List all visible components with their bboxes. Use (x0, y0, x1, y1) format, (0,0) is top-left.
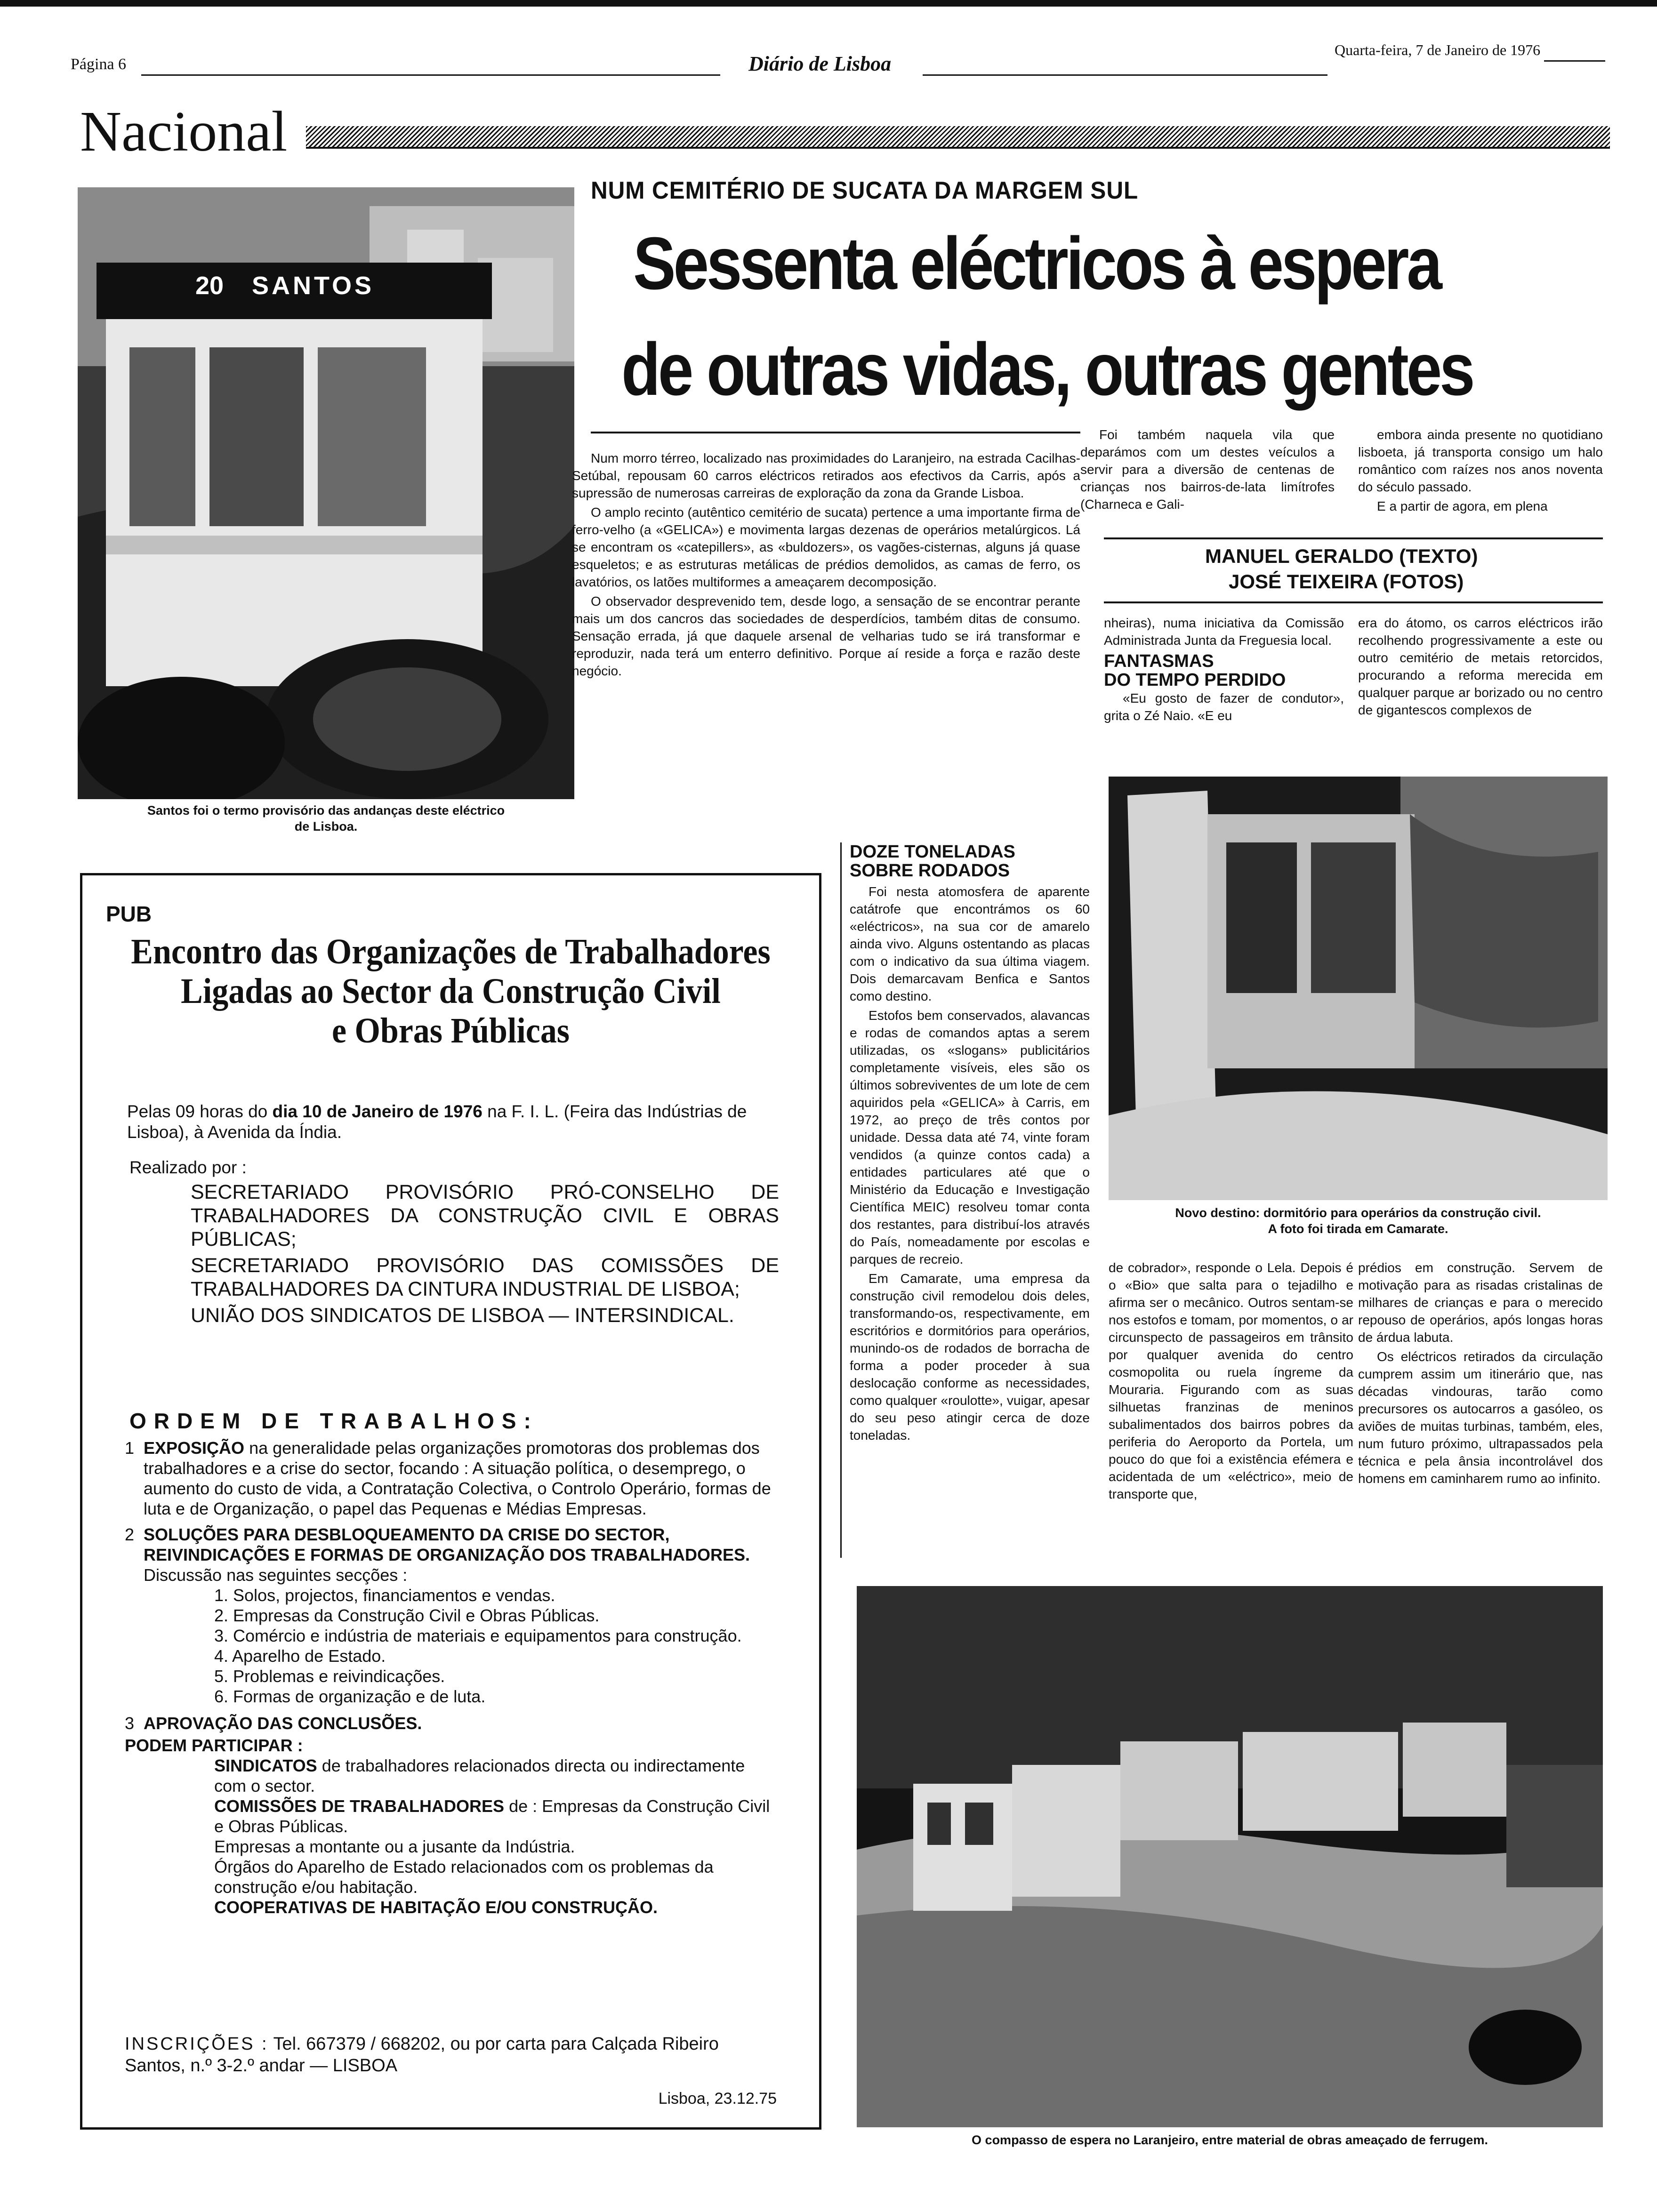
column-b-text: embora ainda presente no quotidiano lisboeta, já transporta consigo um halo romântico com raízes nos anos noventa do século passado. (1358, 427, 1603, 494)
ad-participant-1-title: SINDICATOS (214, 1756, 317, 1775)
ad-participant-2-line2: Empresas a montante ou a jusante da Indústria. (214, 1837, 575, 1856)
ad-item-3 (125, 1713, 781, 1733)
ad-seccoes-list (214, 1585, 781, 1707)
photo-laranjeiro (857, 1586, 1603, 2127)
subhead-doze-1: DOZE TONELADAS (850, 842, 1015, 862)
ad-participant-2 (214, 1796, 781, 1836)
caption-photo-santos-line1: Santos foi o termo provisório das andanças deste eléctrico (147, 803, 505, 817)
subhead-fantasmas-1: FANTASMAS (1104, 651, 1214, 671)
ad-organizer-1: SECRETARIADO PROVISÓRIO PRÓ-CONSELHO DE TRABALHADORES DA CONSTRUÇÃO CIVIL E OBRAS PÚBLICAS; (191, 1181, 779, 1250)
tram-route-number: 20 (195, 272, 224, 300)
subhead-fantasmas-2: DO TEMPO PERDIDO (1104, 670, 1286, 690)
ad-box (80, 873, 821, 2130)
column-d-text: era do átomo, os carros eléctricos irão recolhendo progressivamente a este ou outro cemitério de metais retorcidos, procurando a reforma merecida em qualquer parque ar borizado ou no centro de gigantescos complexos de (1358, 616, 1603, 717)
ad-item-1 (125, 1438, 781, 1519)
caption-photo-camarate-line2: A foto foi tirada em Camarate. (1268, 1222, 1448, 1236)
column-e (1109, 1259, 1353, 1505)
ad-discussao: Discussão nas seguintes secções : (144, 1565, 408, 1585)
ad-intro-pre: Pelas 09 horas do (127, 1102, 268, 1121)
ad-participant-1-text: de trabalhadores relacionados directa ou indirectamente com o sector. (214, 1756, 745, 1795)
masthead-rule-far-right (1544, 60, 1605, 62)
issue-date: Quarta-feira, 7 de Janeiro de 1976 (1335, 41, 1541, 58)
ad-item-2-num: 2 (125, 1525, 135, 1544)
lead-paragraph-3: O observador desprevenido tem, desde logo, a sensação de se encontrar perante mais um dos cancros das sociedades de desperdícios, também ditas de consumo. Sensação errada, já que daquele arsenal de velharias tudo se irá transformar e reproduzir, nada terá um enterro definitivo. Porque aí reside a força e razão deste negócio. (572, 594, 1080, 678)
ad-item-1-text: na generalidade pelas organizações promotoras dos problemas dos trabalhadores e a crise do sector, focando : A situação política, o desemprego, o aumento do custo de vida, a Contratação Colectiva, o Controlo Operário, formas de luta e de Organização, o papel das Pequenas e Médias Empresas. (144, 1438, 771, 1518)
ad-organizers (191, 1180, 779, 1327)
ad-title-line2: Ligadas ao Sector da Construção Civil (181, 971, 721, 1011)
masthead-rule-right (923, 74, 1327, 76)
ad-item-2 (125, 1524, 781, 1565)
ad-seccao: 6. Formas de organização e de luta. (214, 1687, 486, 1706)
doze-paragraph-2: Estofos bem conservados, alavancas e rodas de comandos aptas a serem utilizadas, os «slogans» publicitários completamente visíveis, eles são os últimos sobreviventes de um lote de cem aquiridos pela «GELICA» à Carris, em 1972, ao preço de três contos por unidade. Dessa data até 74, vinte foram vendidos (a quinze contos cada) a entidades particulares até que o Ministério da Educação e Investigação Científica MEIC) resolveu tomar conta dos restantes, para distribuí-los através do País, nomeadamente por escolas e parques de recreio. (850, 1008, 1090, 1266)
ad-participant-3: COOPERATIVAS DE HABITAÇÃO E/OU CONSTRUÇÃO. (214, 1898, 658, 1917)
ad-title-line3: e Obras Públicas (331, 1011, 570, 1050)
ad-seccao: 4. Aparelho de Estado. (214, 1646, 386, 1666)
ad-seccao: 5. Problemas e reivindicações. (214, 1667, 445, 1686)
doze-column-rule (840, 842, 842, 1558)
caption-photo-santos (78, 802, 574, 834)
caption-photo-camarate (1109, 1205, 1608, 1237)
ad-intro-post: na F. I. L. (Feira das Indústrias de Lisboa), à Avenida da Índia. (127, 1102, 747, 1142)
ad-seccao: 2. Empresas da Construção Civil e Obras Públicas. (214, 1606, 600, 1625)
ad-title (129, 932, 772, 1050)
ad-intro-date: dia 10 de Janeiro de 1976 (272, 1102, 483, 1121)
section-title: Nacional (80, 100, 288, 163)
column-c (1104, 614, 1344, 726)
ad-item-2-title: SOLUÇÕES PARA DESBLOQUEAMENTO DA CRISE DO SECTOR, REIVINDICAÇÕES E FORMAS DE ORGANIZAÇÃO DOS TRABALHADORES. (144, 1525, 750, 1564)
ad-participant-2-title: COMISSÕES DE TRABALHADORES (214, 1796, 505, 1816)
ad-participants (214, 1755, 781, 1917)
column-f-paragraph-2: Os eléctricos retirados da circulação cumprem assim um itinerário que, nas décadas vindouras, tarão como precursores os autocarros a gasóleo, os aviões de muitas turbinas, também, eles, num futuro próximo, ultrapassados pela técnica e pela ânsia incontrolável dos homens em caminharem rumo ao infinito. (1358, 1349, 1603, 1486)
doze-paragraph-3: Em Camarate, uma empresa da construção civil remodelou dois deles, transformando-os, respectivamente, em escritórios e dormitórios para operários, munindo-os de rodados de borracha de forma a poder proceder à sua deslocação conforme as necessidades, como qualquer «roulotte», vuigar, apesar do seu peso atingir cerca de doze toneladas. (850, 1271, 1090, 1443)
paper-name: Diário de Lisboa (748, 52, 892, 75)
column-b-text-2: E a partir de agora, em plena (1377, 499, 1548, 513)
page-number: Página 6 (71, 56, 127, 73)
column-e-text: de cobrador», responde o Lela. Depois é o «Bio» que salta para o tejadilho e afirma ser o mecânico. Outros sentam-se nos estofos e tomam, por momentos, o ar circunspecto de passageiros em trânsito por qualquer avenida do centro cosmopolita ou ruela íngreme da Mouraria. Figurando com as suas silhuetas franzinas de meninos subalimentados dos bairros pobres da periferia do Aeroporto da Portela, um pouco do que foi a existência efémera e acidentada de um «eléctrico», meio de transporte que, (1109, 1260, 1353, 1501)
kicker: NUM CEMITÉRIO DE SUCATA DA MARGEM SUL (591, 177, 1139, 204)
byline-photos: JOSÉ TEIXEIRA (FOTOS) (1229, 570, 1464, 593)
ad-participant-1 (214, 1755, 781, 1796)
masthead-rule-left (141, 74, 720, 76)
ad-inscricoes-text: Tel. 667379 / 668202, ou por carta para Calçada Ribeiro Santos, n.º 3-2.º andar — LISBOA (125, 2034, 719, 2076)
lead-paragraph-2: O amplo recinto (autêntico cemitério de sucata) pertence a uma importante firma de ferro-velho (a «GELICA») e movimenta largas dezenas de operários metalúrgicos. Lá se encontram os «catepillers», as «buldozers», os vagões-cisternas, alguns já quase esqueletos; e as estruturas metálicas de prédios demolidos, as camas de ferro, os lavatórios, os latões multiformes a ameaçarem decomposição. (572, 505, 1080, 589)
ad-title-line1: Encontro das Organizações de Trabalhadores (131, 932, 771, 971)
ad-date: Lisboa, 23.12.75 (658, 2090, 777, 2108)
column-f-paragraph-1: prédios em construção. Servem de motivação para as risadas cristalinas de milhares de crianças e para o merecido repouso de operários, após longas horas de árdua labuta. (1358, 1260, 1603, 1345)
headline-line1: Sessenta eléctricos à espera (633, 222, 1440, 305)
byline-text: MANUEL GERALDO (TEXTO) (1205, 545, 1478, 567)
photo-camarate (1109, 777, 1608, 1200)
ad-organizer-2: SECRETARIADO PROVISÓRIO DAS COMISSÕES DE TRABALHADORES DA CINTURA INDUSTRIAL DE LISBOA; (191, 1254, 779, 1300)
column-d (1358, 614, 1603, 721)
ad-inscricoes (125, 2033, 774, 2076)
ad-item-1-num: 1 (125, 1438, 135, 1458)
byline-rule-bottom (1104, 601, 1603, 603)
lead-column (572, 449, 1080, 681)
photo-tram-santos (78, 187, 574, 799)
ad-item-3-num: 3 (125, 1714, 135, 1733)
caption-photo-laranjeiro: O compasso de espera no Laranjeiro, entre material de obras ameaçado de ferrugem. (972, 2133, 1488, 2147)
caption-photo-camarate-line1: Novo destino: dormitório para operários da construção civil. (1175, 1206, 1541, 1220)
camarate-illustration (1109, 777, 1608, 1200)
ad-seccao: 3. Comércio e indústria de materiais e equipamentos para construção. (214, 1626, 742, 1645)
column-c-text: nheiras), numa iniciativa da Comissão Administrada Junta da Freguesia local. (1104, 616, 1344, 648)
ad-inscricoes-label: INSCRIÇÕES : (125, 2034, 269, 2054)
section-hatch-rule (306, 126, 1610, 149)
ad-realizado: Realizado por : (129, 1158, 247, 1177)
ad-item-3-title: APROVAÇÃO DAS CONCLUSÕES. (144, 1714, 422, 1733)
subhead-doze-2: SOBRE RODADOS (850, 861, 1010, 881)
ad-podem-heading: PODEM PARTICIPAR : (125, 1736, 303, 1755)
headline-line2: de outras vidas, outras gentes (621, 328, 1473, 411)
byline-rule-top (1104, 537, 1603, 539)
column-f (1358, 1259, 1603, 1489)
top-border (0, 0, 1657, 7)
ad-participant-2-text: de : Empresas da Construção Civil e Obras Públicas. (214, 1796, 770, 1836)
column-a (1080, 426, 1335, 515)
ad-seccao: 1. Solos, projectos, financiamentos e vendas. (214, 1586, 555, 1605)
ad-agenda (125, 1438, 781, 1917)
column-doze-toneladas (850, 842, 1090, 1446)
ad-organizer-3: UNIÃO DOS SINDICATOS DE LISBOA — INTERSINDICAL. (191, 1304, 734, 1327)
tram-destination-sign: SANTOS (252, 272, 375, 300)
column-a-text: Foi também naquela vila que deparámos com um destes veículos a servir para a diversão de centenas de crianças nos bairros-de-lata limítrofes (Charneca e Gali- (1080, 427, 1335, 512)
ad-participant-2-line3: Órgãos do Aparelho de Estado relacionados com os problemas da construção e/ou habitação. (214, 1857, 714, 1897)
ad-item-1-title: EXPOSIÇÃO (144, 1438, 245, 1458)
ad-intro (127, 1101, 777, 1143)
ad-item-1-body (144, 1438, 781, 1519)
ad-ordem-heading: ORDEM DE TRABALHOS: (129, 1409, 539, 1433)
ad-tag: PUB (106, 902, 152, 926)
doze-paragraph-1: Foi nesta atomosfera de aparente catátrofe que encontrámos os 60 «eléctricos», na sua cor de amarelo ainda vivo. Alguns ostentando as placas com o indicativo da sua última viagem. Dois demarcavam Benfica e Santos como destino. (850, 884, 1090, 1003)
caption-photo-santos-line2: de Lisboa. (294, 819, 358, 834)
column-c-text-2: «Eu gosto de fazer de condutor», grita o Zé Naio. «E eu (1104, 691, 1344, 723)
column-b (1358, 426, 1603, 517)
lead-paragraph-1: Num morro térreo, localizado nas proximidades do Laranjeiro, na estrada Cacilhas-Setúbal, repousam 60 carros eléctricos retirados aos efectivos da Carris, após a supressão de numerosas carreiras de exploração da zona da Grande Lisboa. (572, 451, 1080, 500)
laranjeiro-illustration (857, 1586, 1603, 2127)
headline-underline (591, 432, 1080, 433)
